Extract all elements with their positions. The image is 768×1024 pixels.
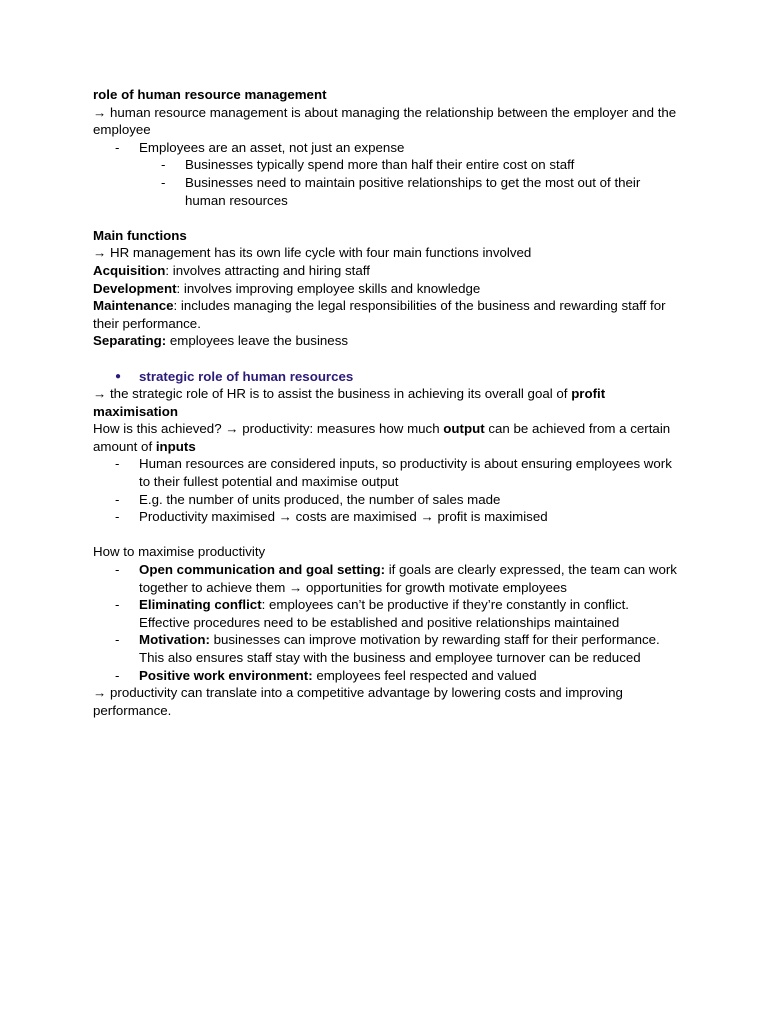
productivity-question: How is this achieved? → productivity: measures how much output can be achieved from a certain amount of inputs [93,421,671,454]
productivity-point-1: - Human resources are considered inputs, so productivity is about ensuring employees work to their fullest potential and maximise output [93,455,683,490]
role-intro: → human resource management is about managing the relationship between the employer and the employee [93,104,677,138]
spacer [93,526,683,544]
section-title-functions: Main functions [93,227,187,243]
function-acquisition: Acquisition: involves attracting and hiring staff [93,262,370,278]
spacer [93,350,683,368]
function-development: Development: involves improving employee skills and knowledge [93,280,481,296]
spacer [93,209,683,227]
productivity-point-3: - Productivity maximised → costs are maximised → profit is maximised [93,508,683,526]
function-separating: Separating: employees leave the business [93,333,348,349]
strategic-intro: → the strategic role of HR is to assist the business in achieving its overall goal of profit maximisation [93,386,606,419]
productivity-point-2: - E.g. the number of units produced, the number of sales made [93,491,683,509]
section-title-role: role of human resource management [93,87,327,102]
maximise-item-conflict: - Eliminating conflict: employees can’t be productive if they’re constantly in conflict. Effective procedures need to be established and positive relationships maintained [93,596,683,631]
document-body [93,86,683,719]
strategic-heading: ● strategic role of human resources [93,368,683,386]
maximise-conclusion: → productivity can translate into a competitive advantage by lowering costs and improving performance. [93,685,623,718]
function-maintenance: Maintenance: includes managing the legal responsibilities of the business and rewarding staff for their performance. [93,298,666,331]
role-point: - Employees are an asset, not just an expense [93,139,683,157]
role-subpoint-2: - Businesses need to maintain positive relationships to get the most out of their human resources [93,174,683,209]
maximise-item-environment: - Positive work environment: employees feel respected and valued [93,667,683,685]
maximise-title: How to maximise productivity [93,544,266,560]
maximise-item-motivation: - Motivation: businesses can improve motivation by rewarding staff for their performance. This also ensures staff stay with the business and employee turnover can be reduced [93,631,683,666]
role-subpoint-1: - Businesses typically spend more than half their entire cost on staff [93,156,683,174]
functions-intro: → HR management has its own life cycle with four main functions involved [93,245,532,261]
maximise-item-communication: - Open communication and goal setting: if goals are clearly expressed, the team can work together to achieve them → opportunities for growth motivate employees [93,561,683,596]
